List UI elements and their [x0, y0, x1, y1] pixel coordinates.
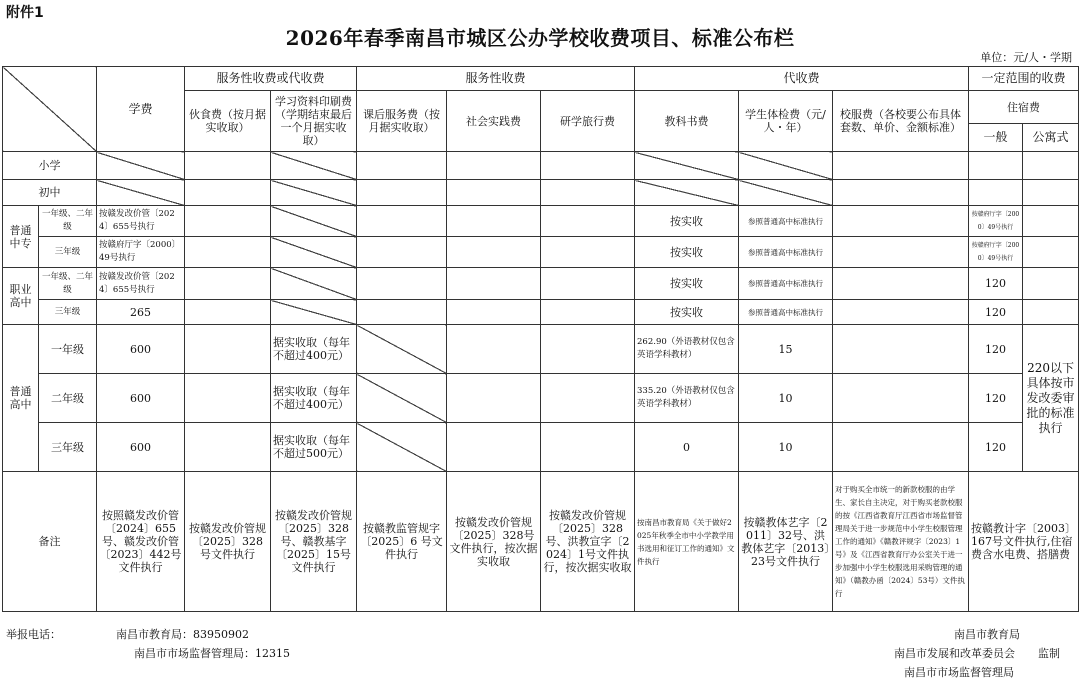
na-cell [739, 180, 833, 206]
empty-cell [1023, 206, 1079, 237]
empty-cell [833, 180, 969, 206]
empty-cell [833, 237, 969, 268]
empty-cell [447, 374, 541, 423]
empty-cell [1023, 300, 1079, 325]
note-uniform: 对于购买全市统一的新款校服的由学生、家长自主决定，对于购买老款校服的按《江西省教育厅江西省市场监督管理局关于进一步规范中小学生校服管理工作的通知》《赣教评规字〔2023〕1号》及《江西省教育厅办公室关于进一步加强中小学生校服选用采购管理的通知》（赣教办函〔2024〕53号）文件执行 [833, 472, 969, 612]
na-cell [271, 300, 357, 325]
note-meals: 按赣发改价管规〔2025〕328号文件执行 [185, 472, 271, 612]
empty-cell [447, 152, 541, 180]
exam-cell: 10 [739, 423, 833, 472]
textbook-cell: 335.20（外语教材仅包含英语学科教材） [635, 374, 739, 423]
empty-cell [447, 237, 541, 268]
na-cell [635, 152, 739, 180]
issuer-education: 南昌市教育局 [954, 628, 1020, 641]
empty-cell [357, 152, 447, 180]
grade-label: 一年级、二年级 [39, 268, 97, 300]
textbook-cell: 262.90（外语教材仅包含英语学科教材） [635, 325, 739, 374]
empty-cell [185, 325, 271, 374]
na-cell [357, 325, 447, 374]
empty-cell [833, 423, 969, 472]
row-vhs-g3 [3, 300, 1079, 325]
empty-cell [357, 300, 447, 325]
note-physical-exam: 按赣教体艺字〔2011〕32号、洪教体艺字〔2013〕23号文件执行 [739, 472, 833, 612]
empty-cell [833, 152, 969, 180]
grade-label: 二年级 [39, 374, 97, 423]
fee-table [2, 66, 1079, 612]
empty-cell [541, 180, 635, 206]
row-hs-g1 [3, 325, 1079, 374]
row-hs-g2 [3, 374, 1079, 423]
na-cell [271, 152, 357, 180]
group-agency: 代收费 [635, 67, 969, 91]
acc-cell: 120 [969, 374, 1023, 423]
empty-cell [541, 300, 635, 325]
empty-cell [357, 268, 447, 300]
note-textbook: 按南昌市教育局《关于做好2025年秋季全市中小学教学用书选用和征订工作的通知》文件执行 [635, 472, 739, 612]
row-label: 小学 [3, 152, 97, 180]
row-label: 初中 [3, 180, 97, 206]
col-acc-apartment: 公寓式 [1023, 124, 1079, 152]
note-study-travel: 按赣发改价管规〔2025〕328号、洪教宣字〔2024〕1号文件执行，按次据实收取 [541, 472, 635, 612]
col-study-travel: 研学旅行费 [541, 91, 635, 152]
note-tuition: 按照赣发改价管〔2024〕655号、赣发改价管〔2023〕442号文件执行 [97, 472, 185, 612]
row-vocational-g3 [3, 237, 1079, 268]
acc-cell: 120 [969, 268, 1023, 300]
empty-cell [969, 152, 1023, 180]
attachment-label: 附件1 [6, 5, 44, 21]
empty-cell [541, 237, 635, 268]
empty-cell [447, 206, 541, 237]
empty-cell [185, 423, 271, 472]
supervise-label: 监制 [1038, 647, 1060, 660]
note-after-school: 按赣教监管规字〔2025〕6 号文件执行 [357, 472, 447, 612]
col-tuition: 学费 [97, 67, 185, 152]
exam-cell: 10 [739, 374, 833, 423]
empty-cell [447, 180, 541, 206]
printing-cell: 据实收取（每年不超过400元） [271, 325, 357, 374]
empty-cell [541, 325, 635, 374]
empty-cell [447, 423, 541, 472]
empty-cell [833, 268, 969, 300]
na-cell [97, 180, 185, 206]
issuer-development: 南昌市发展和改革委员会 [894, 647, 1015, 660]
empty-cell [541, 423, 635, 472]
issuer-market: 南昌市市场监督管理局 [904, 666, 1014, 679]
row-hs-g3 [3, 423, 1079, 472]
empty-cell [357, 180, 447, 206]
row-vocational-g12 [3, 206, 1079, 237]
row-notes [3, 472, 1079, 612]
acc-cell: 120 [969, 325, 1023, 374]
col-physical-exam: 学生体检费（元/人・年） [739, 91, 833, 152]
col-textbook: 教科书费 [635, 91, 739, 152]
report-label: 举报电话： [6, 628, 61, 641]
tuition-cell: 265 [97, 300, 185, 325]
col-uniform: 校服费（各校要公布具体套数、单价、金额标准） [833, 91, 969, 152]
tuition-cell: 按赣府厅字〔2000〕49号执行 [97, 237, 185, 268]
row-primary [3, 152, 1079, 180]
group-label: 职业高中 [3, 268, 39, 325]
page-title: 2026年春季南昌市城区公办学校收费项目、标准公布栏 [285, 26, 795, 50]
group-service: 服务性收费 [357, 67, 635, 91]
na-cell [271, 237, 357, 268]
corner-cell [3, 67, 97, 152]
grade-label: 三年级 [39, 300, 97, 325]
na-cell [97, 152, 185, 180]
empty-cell [1023, 268, 1079, 300]
acc-cell: 120 [969, 423, 1023, 472]
tuition-cell: 按赣发改价管〔2024〕655号执行 [97, 206, 185, 237]
group-certain-range: 一定范围的收费 [969, 67, 1079, 91]
na-cell [357, 423, 447, 472]
group-label: 普通高中 [3, 325, 39, 472]
exam-cell: 参照普通高中标准执行 [739, 206, 833, 237]
group-service-or-agency: 服务性收费或代收费 [185, 67, 357, 91]
empty-cell [185, 268, 271, 300]
printing-cell: 据实收取（每年不超过400元） [271, 374, 357, 423]
empty-cell [833, 206, 969, 237]
na-cell [357, 374, 447, 423]
empty-cell [1023, 180, 1079, 206]
grade-label: 一年级 [39, 325, 97, 374]
note-accommodation: 按赣教计字〔2003〕167号文件执行,住宿费含水电费、搭膳费 [969, 472, 1079, 612]
acc-cell: 按赣府厅字〔2000〕49号执行 [969, 206, 1023, 237]
col-accommodation: 住宿费 [969, 91, 1079, 124]
acc-cell: 按赣府厅字〔2000〕49号执行 [969, 237, 1023, 268]
tuition-cell: 600 [97, 374, 185, 423]
empty-cell [1023, 152, 1079, 180]
grade-label: 一年级、二年级 [39, 206, 97, 237]
acc-cell: 120 [969, 300, 1023, 325]
na-cell [739, 152, 833, 180]
tuition-cell: 600 [97, 423, 185, 472]
empty-cell [447, 268, 541, 300]
col-acc-general: 一般 [969, 124, 1023, 152]
empty-cell [185, 374, 271, 423]
empty-cell [185, 152, 271, 180]
textbook-cell: 按实收 [635, 300, 739, 325]
exam-cell: 15 [739, 325, 833, 374]
empty-cell [833, 325, 969, 374]
textbook-cell: 按实收 [635, 237, 739, 268]
printing-cell: 据实收取（每年不超过500元） [271, 423, 357, 472]
na-cell [635, 180, 739, 206]
empty-cell [185, 237, 271, 268]
empty-cell [969, 180, 1023, 206]
apartment-cell: 220以下具体按市发改委审批的标准执行 [1023, 325, 1079, 472]
empty-cell [185, 206, 271, 237]
empty-cell [185, 180, 271, 206]
exam-cell: 参照普通高中标准执行 [739, 237, 833, 268]
empty-cell [357, 237, 447, 268]
exam-cell: 参照普通高中标准执行 [739, 268, 833, 300]
empty-cell [541, 268, 635, 300]
tuition-cell: 按赣发改价管〔2024〕655号执行 [97, 268, 185, 300]
textbook-cell: 0 [635, 423, 739, 472]
na-cell [271, 180, 357, 206]
empty-cell [541, 152, 635, 180]
empty-cell [833, 300, 969, 325]
grade-label: 三年级 [39, 423, 97, 472]
note-social-practice: 按赣发改价管规〔2025〕328号文件执行，按次据实收取 [447, 472, 541, 612]
row-junior [3, 180, 1079, 206]
exam-cell: 参照普通高中标准执行 [739, 300, 833, 325]
group-label: 普通中专 [3, 206, 39, 268]
empty-cell [833, 374, 969, 423]
unit-label: 单位：元/人・学期 [980, 51, 1072, 64]
empty-cell [357, 206, 447, 237]
col-printing: 学习资料印刷费（学期结束最后一个月据实收取） [271, 91, 357, 152]
notes-label: 备注 [3, 472, 97, 612]
grade-label: 三年级 [39, 237, 97, 268]
col-after-school: 课后服务费（按月据实收取） [357, 91, 447, 152]
na-cell [271, 268, 357, 300]
col-social-practice: 社会实践费 [447, 91, 541, 152]
na-cell [271, 206, 357, 237]
note-printing: 按赣发改价管规〔2025〕328号、赣教基字〔2025〕15号文件执行 [271, 472, 357, 612]
edu-hotline: 南昌市教育局：83950902 [116, 628, 249, 641]
textbook-cell: 按实收 [635, 268, 739, 300]
textbook-cell: 按实收 [635, 206, 739, 237]
tuition-cell: 600 [97, 325, 185, 374]
empty-cell [447, 325, 541, 374]
empty-cell [541, 206, 635, 237]
empty-cell [541, 374, 635, 423]
market-hotline: 南昌市市场监督管理局：12315 [134, 647, 290, 660]
empty-cell [447, 300, 541, 325]
empty-cell [1023, 237, 1079, 268]
row-vhs-g12 [3, 268, 1079, 300]
empty-cell [185, 300, 271, 325]
col-meals: 伙食费（按月据实收取） [185, 91, 271, 152]
